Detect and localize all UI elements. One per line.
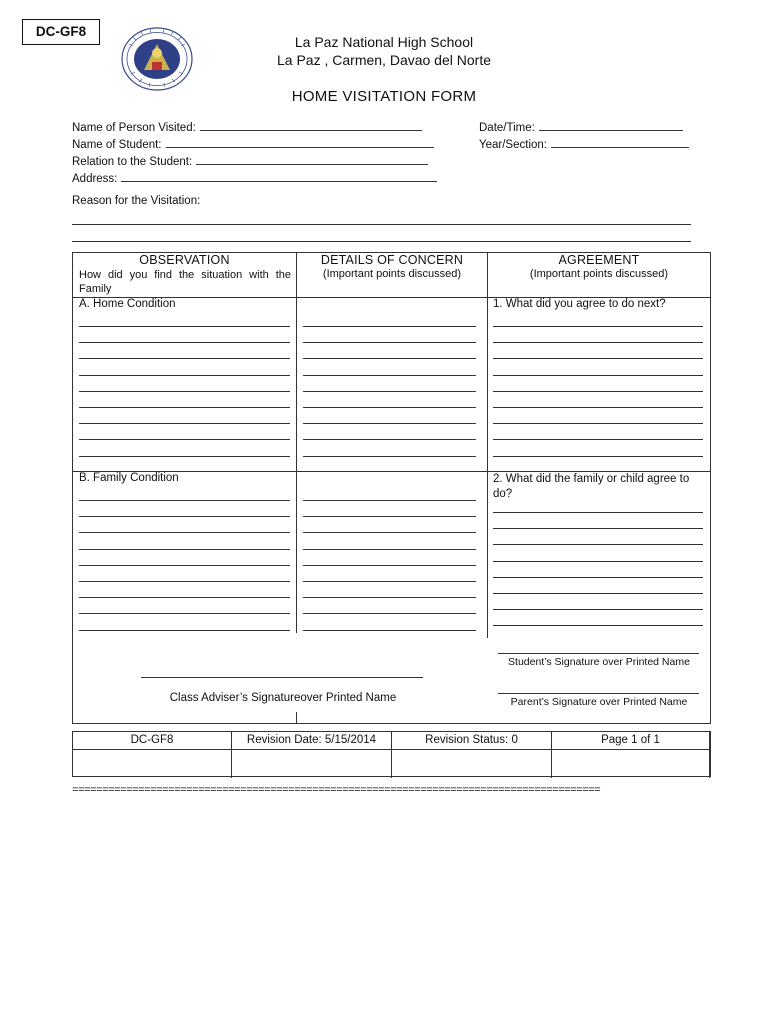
form-title: HOME VISITATION FORM — [291, 88, 477, 105]
family-details-line[interactable] — [303, 549, 476, 550]
family-condition-line[interactable] — [79, 581, 290, 582]
home-condition-line[interactable] — [79, 423, 290, 424]
home-details-line[interactable] — [303, 375, 476, 376]
double-line-separator: ======================================================================================== — [72, 785, 601, 797]
family-details-line[interactable] — [303, 500, 476, 501]
agreement-1-line[interactable] — [493, 358, 703, 359]
family-details-line[interactable] — [303, 613, 476, 614]
home-details-line[interactable] — [303, 326, 476, 327]
family-details-line[interactable] — [303, 630, 476, 631]
person-visited-field[interactable] — [72, 120, 422, 134]
home-details-line[interactable] — [303, 423, 476, 424]
adviser-signature-label: Class Adviser’s Signatureover Printed Name — [169, 692, 397, 704]
agreement-1-line[interactable] — [493, 391, 703, 392]
home-condition-line[interactable] — [79, 326, 290, 327]
student-name-field[interactable] — [72, 137, 434, 151]
address-label: Address: — [72, 173, 118, 185]
year-section-blank[interactable] — [551, 137, 689, 148]
home-condition-line[interactable] — [79, 407, 290, 408]
agreement-2-line[interactable] — [493, 528, 703, 529]
agreement-1-line[interactable] — [493, 423, 703, 424]
agreement-1-line[interactable] — [493, 342, 703, 343]
home-details-line[interactable] — [303, 358, 476, 359]
family-condition-line[interactable] — [79, 500, 290, 501]
home-condition-line[interactable] — [79, 375, 290, 376]
home-details-line[interactable] — [303, 342, 476, 343]
home-condition-line[interactable] — [79, 342, 290, 343]
agreement-question-1: 1. What did you agree to do next? — [493, 298, 666, 310]
agreement-1-line[interactable] — [493, 456, 703, 457]
revision-table — [72, 731, 711, 777]
datetime-blank[interactable] — [539, 120, 683, 131]
family-details-line[interactable] — [303, 597, 476, 598]
footer-revision-status: Revision Status: 0 — [425, 734, 518, 746]
home-details-line[interactable] — [303, 456, 476, 457]
agreement-2-line[interactable] — [493, 593, 703, 594]
family-condition-line[interactable] — [79, 549, 290, 550]
adviser-signature-line[interactable] — [141, 677, 423, 678]
details-header: DETAILS OF CONCERN — [320, 253, 464, 267]
observation-subheader: How did you find the situation with the Family — [79, 269, 291, 295]
parent-signature-line[interactable] — [498, 693, 699, 694]
agreement-2-line[interactable] — [493, 544, 703, 545]
address-blank[interactable] — [121, 171, 437, 182]
agreement-2-line[interactable] — [493, 625, 703, 626]
agreement-1-line[interactable] — [493, 326, 703, 327]
family-condition-line[interactable] — [79, 532, 290, 533]
family-condition-line[interactable] — [79, 565, 290, 566]
agreement-2-line[interactable] — [493, 577, 703, 578]
deped-seal-icon — [119, 26, 195, 92]
student-name-label: Name of Student: — [72, 139, 162, 151]
document-code: DC-GF8 — [22, 19, 100, 45]
family-details-line[interactable] — [303, 565, 476, 566]
family-condition-label: B. Family Condition — [79, 472, 179, 484]
reason-line-2[interactable] — [72, 241, 691, 242]
student-signature-line[interactable] — [498, 653, 699, 654]
person-visited-blank[interactable] — [200, 120, 422, 131]
school-name: La Paz National High School — [294, 34, 474, 50]
footer-page: Page 1 of 1 — [601, 734, 660, 746]
home-details-line[interactable] — [303, 391, 476, 392]
home-condition-line[interactable] — [79, 456, 290, 457]
person-visited-label: Name of Person Visited: — [72, 122, 196, 134]
family-details-line[interactable] — [303, 581, 476, 582]
datetime-label: Date/Time: — [479, 122, 535, 134]
family-condition-line[interactable] — [79, 613, 290, 614]
family-details-line[interactable] — [303, 516, 476, 517]
school-address: La Paz , Carmen, Davao del Norte — [277, 52, 491, 68]
student-signature-label: Student’s Signature over Printed Name — [508, 656, 690, 668]
relation-field[interactable] — [72, 154, 428, 168]
home-details-line[interactable] — [303, 439, 476, 440]
agreement-2-line[interactable] — [493, 609, 703, 610]
footer-revision-date: Revision Date: 5/15/2014 — [246, 734, 377, 746]
year-section-label: Year/Section: — [479, 139, 547, 151]
home-condition-line[interactable] — [79, 439, 290, 440]
visitation-table — [72, 252, 711, 724]
details-subheader: (Important points discussed) — [322, 268, 462, 280]
relation-blank[interactable] — [196, 154, 428, 165]
address-field[interactable] — [72, 171, 437, 185]
home-condition-line[interactable] — [79, 391, 290, 392]
agreement-1-line[interactable] — [493, 439, 703, 440]
year-section-field[interactable] — [479, 137, 689, 151]
observation-header: OBSERVATION — [139, 253, 230, 267]
family-condition-line[interactable] — [79, 630, 290, 631]
home-condition-label: A. Home Condition — [79, 298, 176, 310]
family-condition-line[interactable] — [79, 516, 290, 517]
home-condition-line[interactable] — [79, 358, 290, 359]
agreement-header: AGREEMENT — [558, 253, 640, 267]
reason-label: Reason for the Visitation: — [72, 195, 201, 207]
agreement-2-line[interactable] — [493, 512, 703, 513]
reason-line-1[interactable] — [72, 224, 691, 225]
student-name-blank[interactable] — [166, 137, 434, 148]
agreement-subheader: (Important points discussed) — [529, 268, 669, 280]
footer-code: DC-GF8 — [130, 734, 174, 746]
family-condition-line[interactable] — [79, 597, 290, 598]
datetime-field[interactable] — [479, 120, 683, 134]
family-details-line[interactable] — [303, 532, 476, 533]
agreement-question-2: 2. What did the family or child agree to do? — [493, 473, 690, 500]
relation-label: Relation to the Student: — [72, 156, 193, 168]
parent-signature-label: Parent’s Signature over Printed Name — [510, 696, 688, 708]
agreement-1-line[interactable] — [493, 375, 703, 376]
agreement-1-line[interactable] — [493, 407, 703, 408]
home-details-line[interactable] — [303, 407, 476, 408]
agreement-2-line[interactable] — [493, 561, 703, 562]
